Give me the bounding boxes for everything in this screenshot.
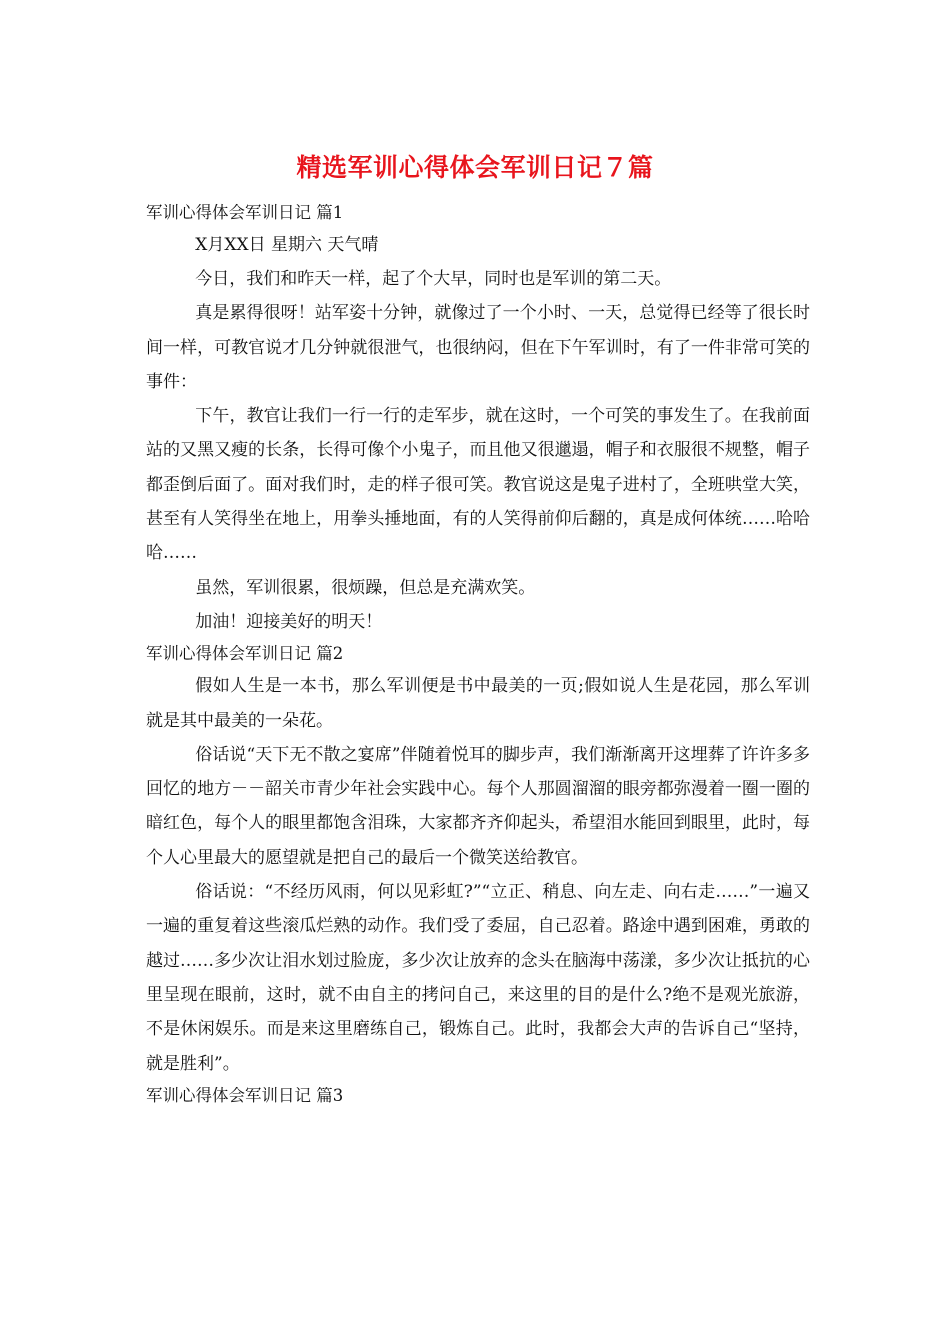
paragraph: 俗话说：“不经历风雨，何以见彩虹?”“立正、稍息、向左走、向右走……”一遍又一遍的重复着这些滚瓜烂熟的动作。我们受了委屈，自己忍着。路途中遇到困难，勇敢的越过……多少次让泪水划过脸庞，多少次让放弃的念头在脑海中荡漾，多少次让抵抗的心里呈现在眼前，这时，就不由自主的拷问自己，来这里的目的是什么?绝不是观光旅游，不是休闲娱乐。而是来这里磨练自己，锻炼自己。此时，我都会大声的告诉自己“坚持，就是胜利”。 — [146, 882, 810, 1074]
section-1 — [146, 198, 810, 639]
paragraph: 假如人生是一本书，那么军训便是书中最美的一页;假如说人生是花园，那么军训就是其中最美的一朵花。 — [146, 676, 810, 731]
paragraph: 俗话说“天下无不散之宴席”伴随着悦耳的脚步声，我们渐渐离开这埋葬了许许多多回忆的地方－－韶关市青少年社会实践中心。每个人那圆溜溜的眼旁都弥漫着一圈一圈的暗红色，每个人的眼里都饱含泪珠，大家都齐齐仰起头，希望泪水能回到眼里，此时，每个人心里最大的愿望就是把自己的最后一个微笑送给教官。 — [146, 744, 810, 868]
section-heading: 军训心得体会军训日记 篇2 — [146, 644, 344, 664]
paragraph: 虽然，军训很累，很烦躁，但总是充满欢笑。 — [195, 577, 536, 598]
document-title: 精选军训心得体会军训日记７篇 — [296, 153, 654, 182]
paragraph: 今日，我们和昨天一样，起了个大早，同时也是军训的第二天。 — [195, 269, 672, 289]
section-heading: 军训心得体会军训日记 篇3 — [146, 1085, 344, 1105]
document-body — [146, 198, 810, 1111]
paragraph: 真是累得很呀！站军姿十分钟，就像过了一个小时、一天，总觉得已经等了很长时间一样，可教官说才几分钟就很泄气，也很纳闷，但在下午军训时，有了一件非常可笑的事件： — [146, 303, 810, 392]
section-2 — [146, 639, 810, 1081]
diary-date-line: X月XX日 星期六 天气晴 — [195, 235, 379, 255]
section-heading: 军训心得体会军训日记 篇1 — [146, 203, 344, 222]
paragraph: 下午，教官让我们一行一行的走军步，就在这时，一个可笑的事发生了。在我前面站的又黑又瘦的长条，长得可像个小鬼子，而且他又很邋遢，帽子和衣服很不规整，帽子都歪倒后面了。面对我们时，走的样子很可笑。教官说这是鬼子进村了，全班哄堂大笑，甚至有人笑得坐在地上，用拳头捶地面，有的人笑得前仰后翻的，真是成何体统……哈哈哈…… — [146, 406, 810, 564]
section-3 — [146, 1081, 810, 1111]
paragraph: 加油！迎接美好的明天！ — [195, 611, 383, 632]
